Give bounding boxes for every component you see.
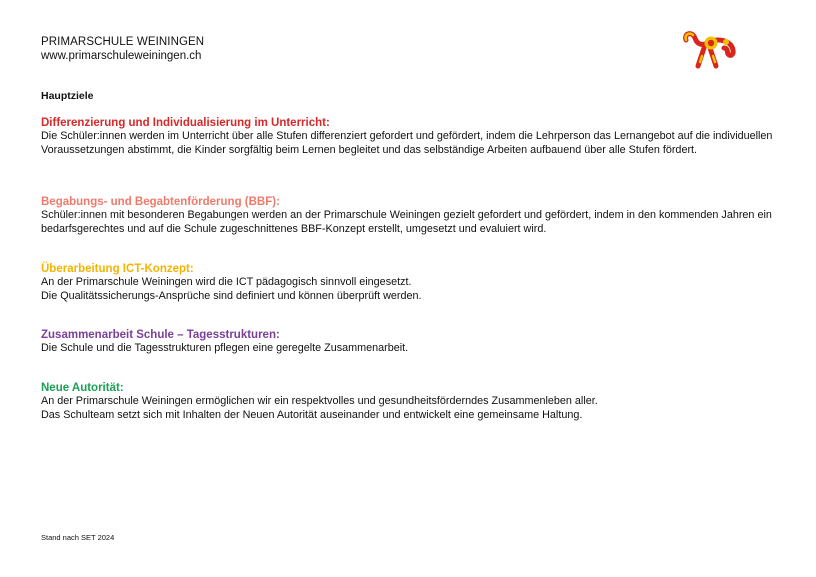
goal-text <box>41 342 786 356</box>
goal-neue-autoritaet <box>41 381 786 422</box>
footer-status: Stand nach SET 2024 <box>41 533 115 542</box>
goal-ict <box>41 262 786 303</box>
goal-text-line: Die Schüler:innen werden im Unterricht über alle Stufen differenziert gefordert und gefördert, indem die Lehrperson das Lernangebot auf die individuellen Voraussetzungen abstimmt, die Kinder sorgfältig beim Lernen begleitet und das selbständige Arbeiten aufbauend über alle Stufen fördert. <box>41 130 773 156</box>
header <box>41 35 204 63</box>
goal-text <box>41 209 786 236</box>
goal-differenzierung <box>41 116 786 157</box>
goal-tagesstrukturen <box>41 328 786 356</box>
section-heading: Hauptziele <box>41 90 94 102</box>
goal-title: Neue Autorität: <box>41 382 124 394</box>
school-website[interactable]: www.primarschuleweiningen.ch <box>41 50 202 62</box>
goal-text <box>41 395 786 422</box>
goal-text <box>41 276 786 303</box>
figure-logo-icon <box>678 28 738 72</box>
goal-title: Überarbeitung ICT-Konzept: <box>41 263 194 275</box>
goal-text-line: Das Schulteam setzt sich mit Inhalten der Neuen Autorität auseinander und entwickelt eine gemeinsame Haltung. <box>41 408 583 421</box>
goal-bbf <box>41 195 786 236</box>
goal-text-line: An der Primarschule Weiningen ermöglichen wir ein respektvolles und gesundheitsförderndes Zusammenleben aller. <box>41 395 598 407</box>
goal-text-line: Die Schule und die Tagesstrukturen pflegen eine geregelte Zusammenarbeit. <box>41 342 409 354</box>
goal-text-line: Schüler:innen mit besonderen Begabungen werden an der Primarschule Weiningen gezielt gefordert und gefördert, indem in den kommenden Jahren ein bedarfsgerechtes und auf die Schule zugeschnittenes BBF-Konzept erstellt, umgesetzt und evaluiert wird. <box>41 209 772 235</box>
school-name: PRIMARSCHULE WEININGEN <box>41 36 205 48</box>
goal-title: Zusammenarbeit Schule – Tagesstrukturen: <box>41 329 280 341</box>
goal-text-line: Die Qualitätssicherungs-Ansprüche sind definiert und können überprüft werden. <box>41 289 422 302</box>
goal-title: Differenzierung und Individualisierung im Unterricht: <box>41 117 330 129</box>
goal-text-line: An der Primarschule Weiningen wird die ICT pädagogisch sinnvoll eingesetzt. <box>41 276 412 288</box>
goal-title: Begabungs- und Begabtenförderung (BBF): <box>41 196 280 208</box>
goal-text <box>41 130 786 157</box>
